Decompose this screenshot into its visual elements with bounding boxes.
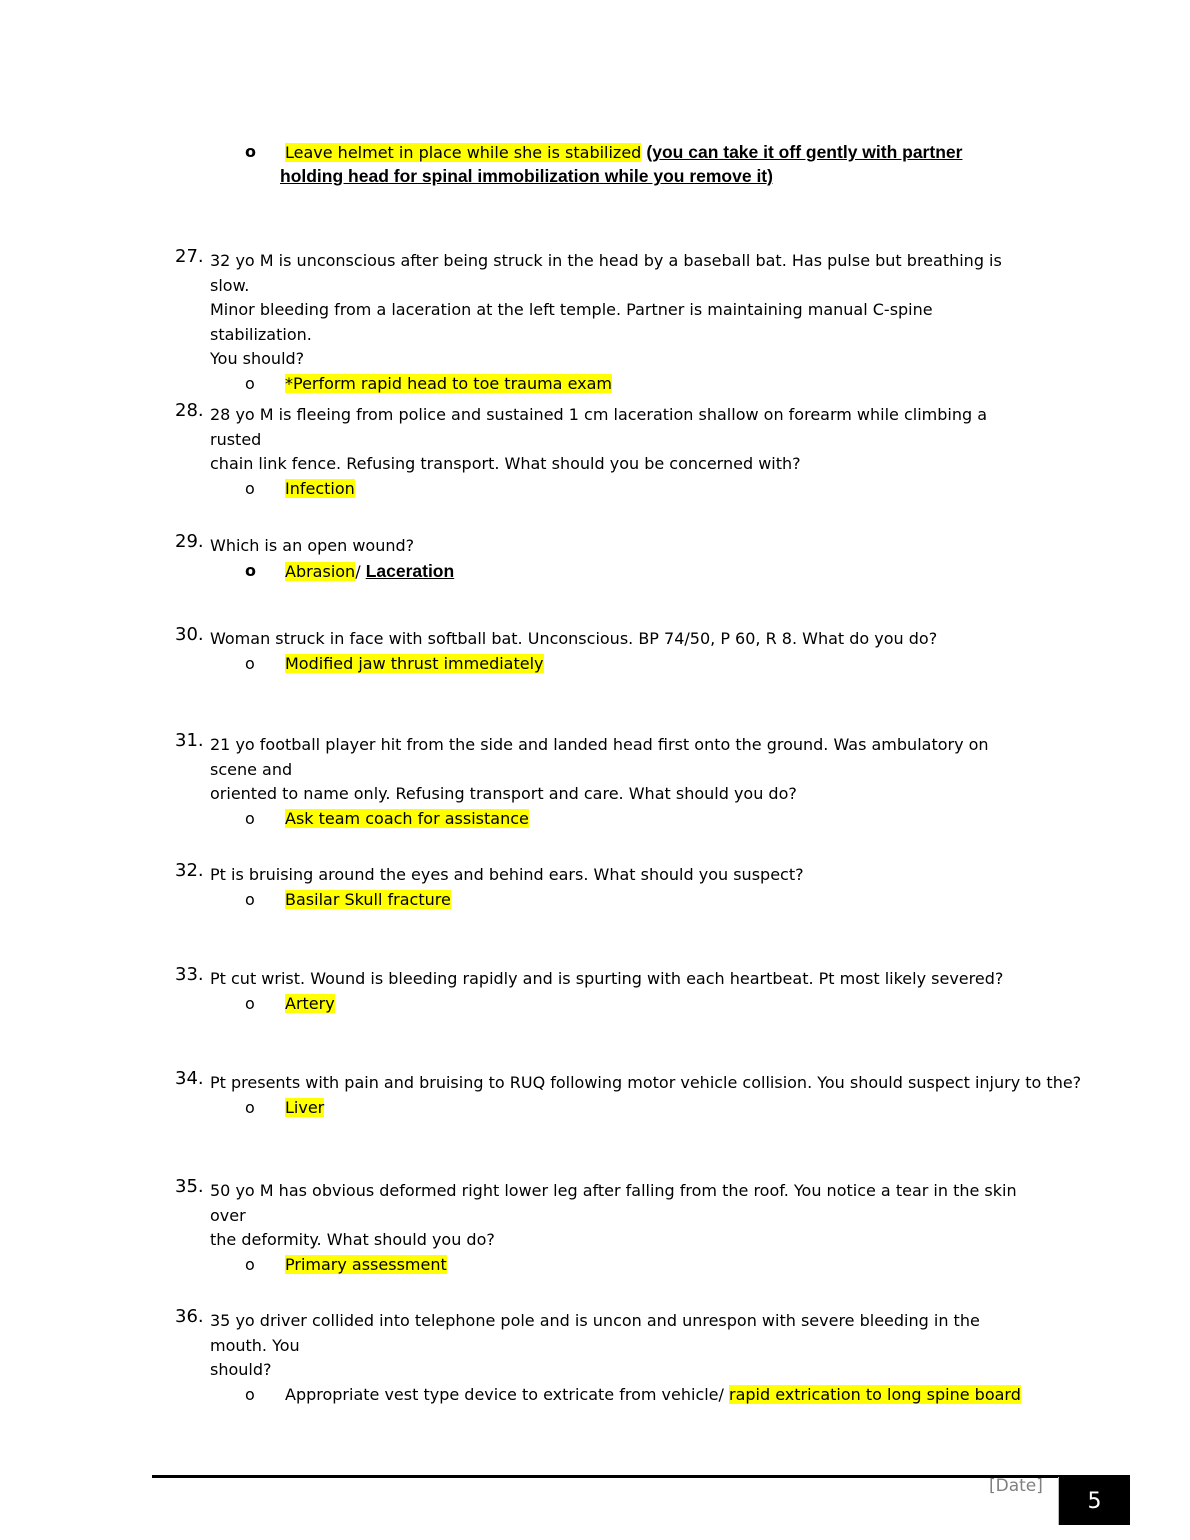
- question-33: [175, 964, 1035, 1016]
- answer-separator: /: [355, 561, 366, 581]
- question-number: 28.: [175, 400, 204, 421]
- answer-text: Artery: [285, 993, 335, 1013]
- question-number: 29.: [175, 531, 204, 552]
- answer-item: [175, 1096, 1035, 1120]
- answer-text: rapid extrication to long spine board: [729, 1384, 1021, 1404]
- answer-item: [175, 559, 1035, 583]
- answer-text: Basilar Skull fracture: [285, 889, 451, 909]
- question-text: Pt presents with pain and bruising to RUQ following motor vehicle collision. You should suspect injury to the?: [210, 1073, 1082, 1092]
- question-32: [175, 860, 1035, 912]
- answer-item: [175, 992, 1035, 1016]
- bullet-icon: o: [245, 889, 255, 909]
- question-27: [175, 246, 1035, 396]
- answer-note-continued: holding head for spinal immobilization while you remove it): [280, 166, 773, 186]
- question-28: [175, 400, 1035, 501]
- question-text: Pt is bruising around the eyes and behind ears. What should you suspect?: [210, 865, 804, 884]
- question-36: [175, 1306, 1035, 1407]
- question-text: 21 yo football player hit from the side and landed head first onto the ground. Was ambulatory on scene and oriented to name only. Refusing transport and care. What should you do?: [210, 735, 989, 803]
- answer-text: Infection: [285, 478, 355, 498]
- answer-note: (you can take it off gently with partner: [646, 142, 963, 162]
- question-34: [175, 1068, 1082, 1120]
- answer-text: Primary assessment: [285, 1254, 447, 1274]
- page-number: 5: [1087, 1489, 1102, 1514]
- question-number: 32.: [175, 860, 204, 881]
- question-35: [175, 1176, 1035, 1277]
- question-text: 50 yo M has obvious deformed right lower leg after falling from the roof. You notice a tear in the skin over the deformity. What should you do?: [210, 1181, 1017, 1249]
- bullet-icon: o: [245, 142, 256, 161]
- answer-item: [175, 888, 1035, 912]
- bullet-icon: o: [245, 373, 255, 393]
- bullet-icon: o: [245, 478, 255, 498]
- question-number: 34.: [175, 1068, 204, 1089]
- question-text: Pt cut wrist. Wound is bleeding rapidly and is spurting with each heartbeat. Pt most likely severed?: [210, 969, 1004, 988]
- question-text: 35 yo driver collided into telephone pole and is uncon and unrespon with severe bleeding in the mouth. You should?: [210, 1311, 980, 1379]
- bullet-icon: o: [245, 1254, 255, 1274]
- bullet-icon: o: [245, 560, 256, 580]
- answer-text: Abrasion: [285, 561, 356, 581]
- answer-item: [175, 652, 1035, 676]
- question-29: [175, 531, 1035, 583]
- answer-text: *Perform rapid head to toe trauma exam: [285, 373, 612, 393]
- question-text: 28 yo M is fleeing from police and sustained 1 cm laceration shallow on forearm while climbing a rusted chain link fence. Refusing transport. What should you be concerned with?: [210, 405, 988, 473]
- footer-date: [Date]: [989, 1476, 1043, 1496]
- answer-text: Ask team coach for assistance: [285, 808, 529, 828]
- question-number: 27.: [175, 246, 204, 267]
- question-number: 35.: [175, 1176, 204, 1197]
- answer-text: Modified jaw thrust immediately: [285, 653, 544, 673]
- question-text: Which is an open wound?: [210, 536, 415, 555]
- bullet-icon: o: [245, 1097, 255, 1117]
- question-number: 30.: [175, 624, 204, 645]
- answer-item: [175, 1383, 1035, 1407]
- question-text: 32 yo M is unconscious after being struck in the head by a baseball bat. Has pulse but breathing is slow. Minor bleeding from a laceration at the left temple. Partner is maintaining manual C-spine stabilization. You should?: [210, 251, 1002, 368]
- question-number: 31.: [175, 730, 204, 751]
- bullet-icon: o: [245, 993, 255, 1013]
- bullet-icon: o: [245, 653, 255, 673]
- question-number: 33.: [175, 964, 204, 985]
- answer-item: [175, 1253, 1035, 1277]
- question-number: 36.: [175, 1306, 204, 1327]
- answer-item: [175, 477, 1035, 501]
- answer-item: [175, 807, 1035, 831]
- bullet-icon: o: [245, 808, 255, 828]
- answer-highlight: Leave helmet in place while she is stabilized: [285, 143, 642, 162]
- answer-item: [175, 372, 1035, 396]
- answer-prefix: Appropriate vest type device to extricate from vehicle/: [285, 1384, 729, 1404]
- page-number-badge: [1059, 1477, 1130, 1525]
- footer-rule: [152, 1475, 1130, 1478]
- answer-text: Liver: [285, 1097, 325, 1117]
- bullet-icon: o: [245, 1384, 255, 1404]
- question-31: [175, 730, 1035, 831]
- answer-bold: Laceration: [365, 560, 455, 581]
- question-text: Woman struck in face with softball bat. Unconscious. BP 74/50, P 60, R 8. What do you do?: [210, 629, 938, 648]
- question-30: [175, 624, 1035, 676]
